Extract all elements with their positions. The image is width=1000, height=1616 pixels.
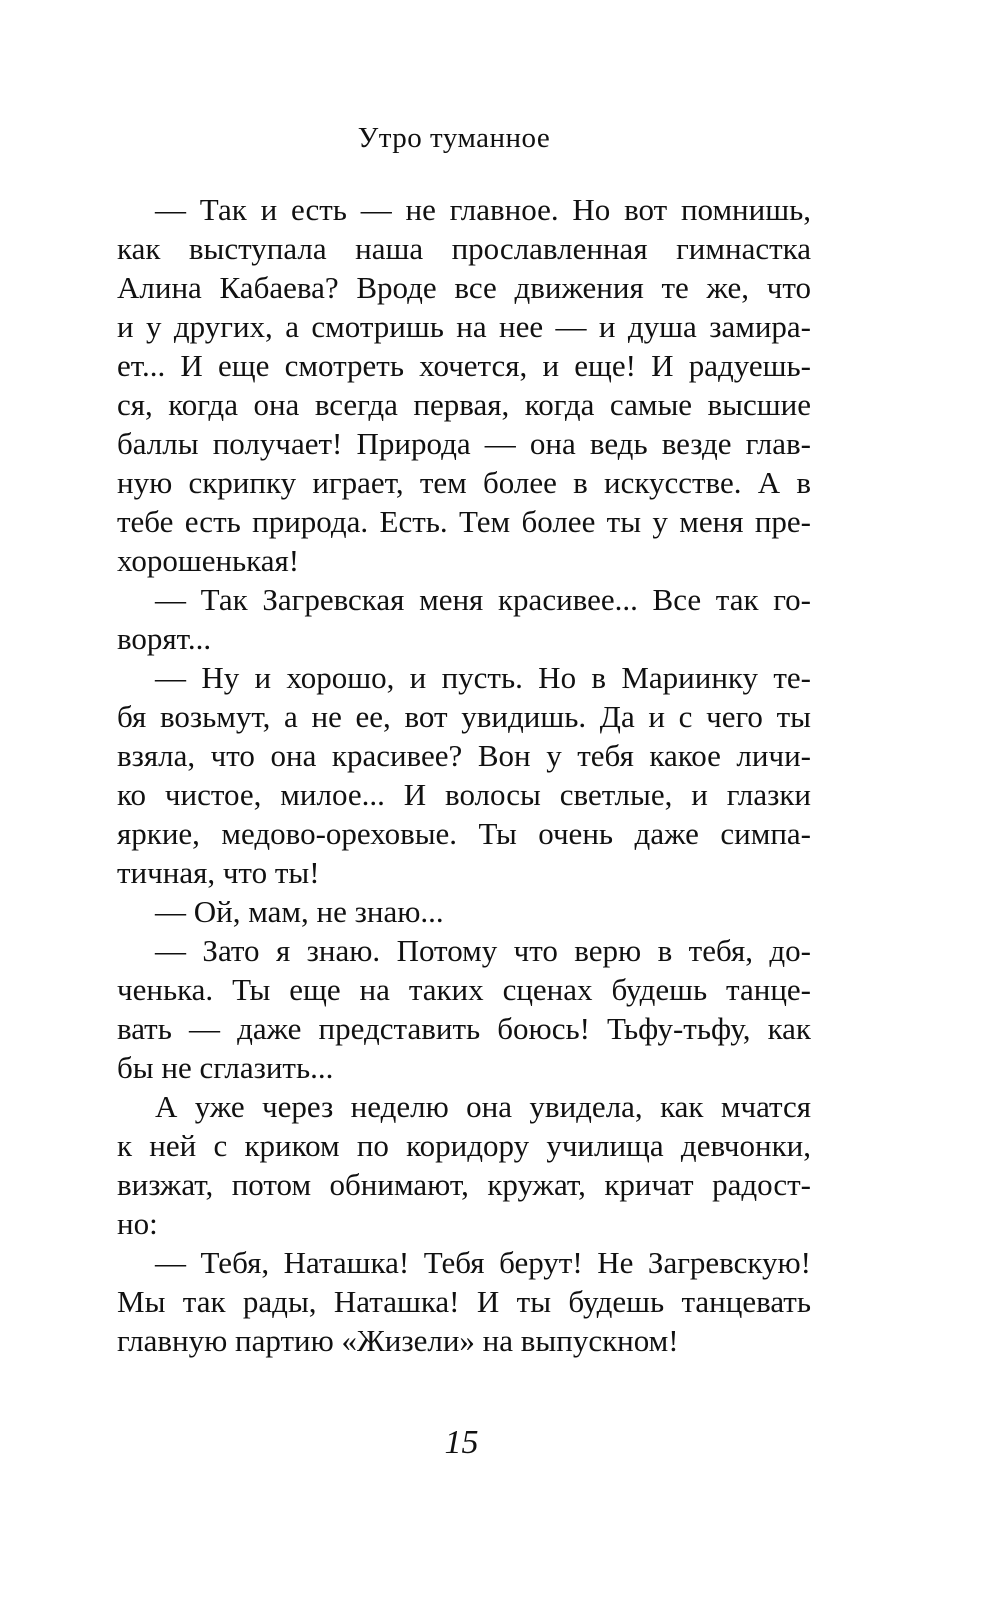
text-line: — Ой, мам, не знаю... — [155, 894, 444, 929]
text-line: хорошенькая! — [117, 543, 300, 578]
text-line: тичная, что ты! — [117, 855, 320, 890]
text-line: и у других, а смотришь на нее — и душа замира- — [117, 309, 811, 344]
text-line: бя возьмут, а не ее, вот увидишь. Да и с чего ты — [117, 699, 811, 734]
text-line: — Ну и хорошо, и пусть. Но в Мариинку те- — [155, 660, 811, 695]
text-line: — Так и есть — не главное. Но вот помнишь, — [155, 192, 811, 227]
body-text — [117, 190, 811, 1360]
text-line: баллы получает! Природа — она ведь везде глав- — [117, 426, 811, 461]
text-line: вать — даже представить боюсь! Тьфу-тьфу, как — [117, 1011, 811, 1046]
text-line: тебе есть природа. Есть. Тем более ты у меня пре- — [117, 504, 811, 539]
text-line: — Тебя, Наташка! Тебя берут! Не Загревскую! — [155, 1245, 811, 1280]
page-number: 15 — [444, 1424, 479, 1461]
text-line: но: — [117, 1206, 158, 1241]
text-line: ся, когда она всегда первая, когда самые высшие — [117, 387, 811, 422]
text-line: ет... И еще смотреть хочется, и еще! И радуешь- — [117, 348, 811, 383]
text-line: ную скрипку играет, тем более в искусстве. А в — [117, 465, 811, 500]
text-line: как выступала наша прославленная гимнастка — [117, 231, 811, 266]
text-line: взяла, что она красивее? Вон у тебя какое личи- — [117, 738, 811, 773]
text-line: главную партию «Жизели» на выпускном! — [117, 1323, 679, 1358]
text-line: к ней с криком по коридору училища девчонки, — [117, 1128, 811, 1163]
text-line: визжат, потом обнимают, кружат, кричат радост- — [117, 1167, 811, 1202]
text-line: ко чистое, милое... И волосы светлые, и глазки — [117, 777, 811, 812]
text-line: Мы так рады, Наташка! И ты будешь танцевать — [117, 1284, 811, 1319]
text-line: ченька. Ты еще на таких сценах будешь танце- — [117, 972, 811, 1007]
running-head: Утро туманное — [357, 122, 551, 154]
text-line: А уже через неделю она увидела, как мчатся — [155, 1089, 811, 1124]
text-line: ворят... — [117, 621, 212, 656]
text-line: — Зато я знаю. Потому что верю в тебя, до- — [155, 933, 811, 968]
text-line: — Так Загревская меня красивее... Все так го- — [155, 582, 811, 617]
text-line: Алина Кабаева? Вроде все движения те же, что — [117, 270, 811, 305]
text-line: бы не сглазить... — [117, 1050, 334, 1085]
text-line: яркие, медово-ореховые. Ты очень даже симпа- — [117, 816, 811, 851]
